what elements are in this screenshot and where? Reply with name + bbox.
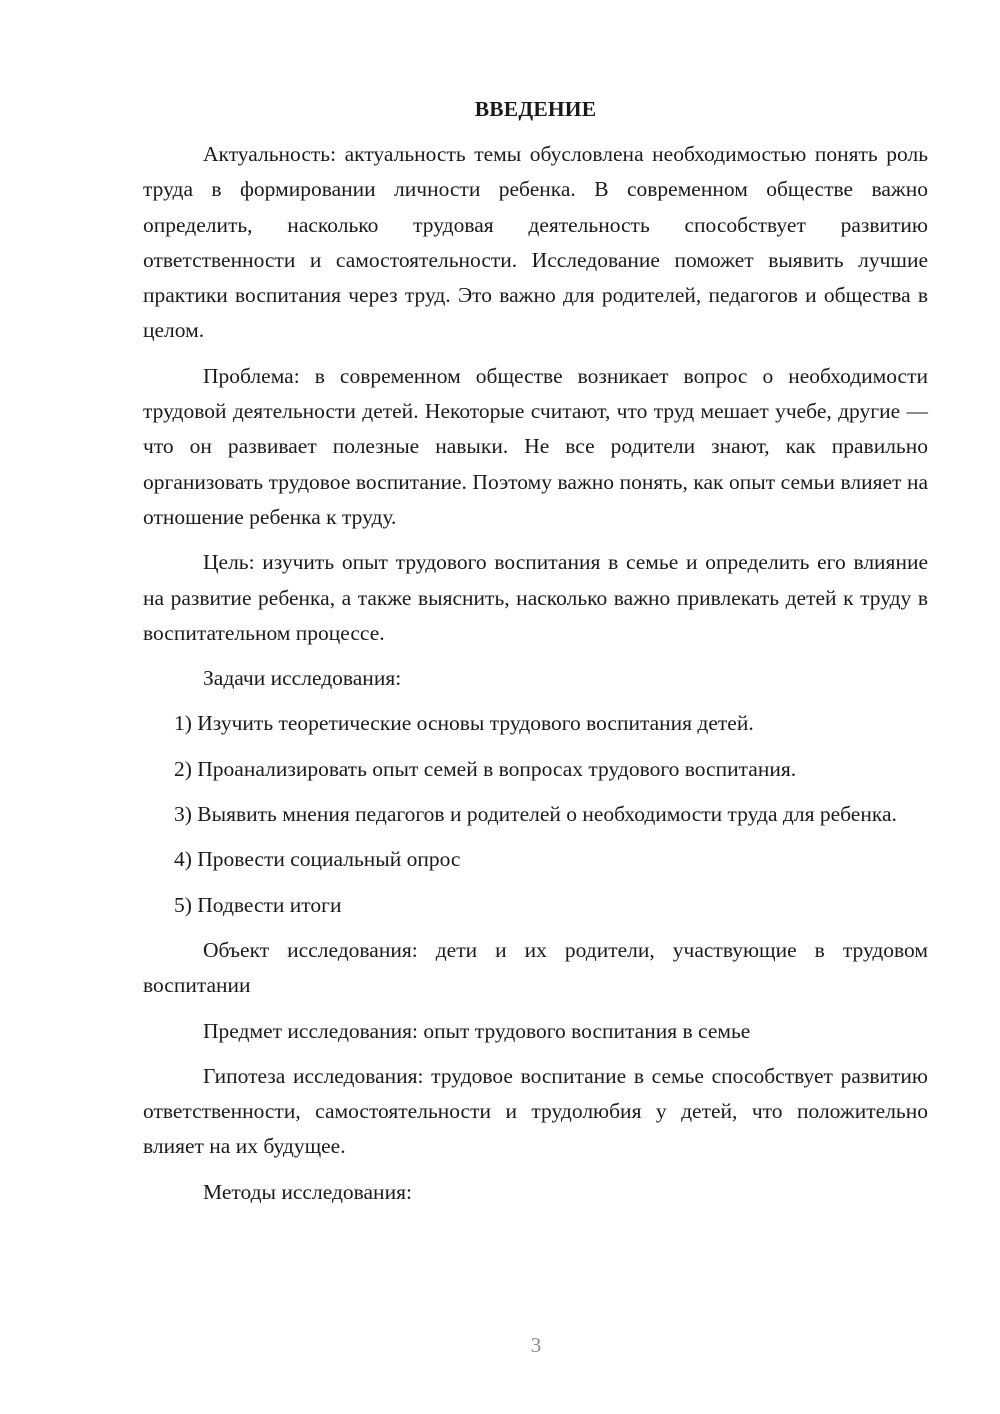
page-number: 3 [530, 1333, 542, 1357]
paragraph-subject: Предмет исследования: опыт трудового воспитания в семье [203, 1018, 751, 1043]
paragraph-goal: Цель: изучить опыт трудового воспитания в семье и определить его влияние на развитие ребенка, а также выяснить, насколько важно привлекать детей к труду в воспитательном процессе. [143, 550, 928, 645]
task-item-5: 5) Подвести итоги [174, 892, 342, 917]
task-item-2: 2) Проанализировать опыт семей в вопросах трудового воспитания. [174, 756, 797, 781]
task-item-4: 4) Провести социальный опрос [174, 847, 461, 872]
task-item-1: 1) Изучить теоретические основы трудового воспитания детей. [174, 711, 754, 736]
paragraph-object: Объект исследования: дети и их родители, участвующие в трудовом воспитании [143, 937, 928, 998]
paragraph-relevance: Актуальность: актуальность темы обусловлена необходимостью понять роль труда в формировании личности ребенка. В современном обществе важно определить, насколько трудовая деятельность способствует развитию ответственности и самостоятельности. Исследование поможет выявить лучшие практики воспитания через труд. Это важно для родителей, педагогов и общества в целом. [143, 142, 928, 343]
task-item-3: 3) Выявить мнения педагогов и родителей о необходимости труда для ребенка. [174, 802, 897, 827]
section-title: ВВЕДЕНИЕ [474, 97, 597, 121]
paragraph-hypothesis: Гипотеза исследования: трудовое воспитание в семье способствует развитию ответственности, самостоятельности и трудолюбия у детей, что положительно влияет на их будущее. [143, 1063, 928, 1159]
paragraph-methods: Методы исследования: [203, 1179, 412, 1204]
tasks-heading: Задачи исследования: [203, 666, 402, 691]
paragraph-problem: Проблема: в современном обществе возникает вопрос о необходимости трудовой деятельности детей. Некоторые считают, что труд мешает учебе, другие — что он развивает полезные навыки. Не все родители знают, как правильно организовать трудовое воспитание. Поэтому важно понять, как опыт семьи влияет на отношение ребенка к труду. [143, 363, 928, 529]
document-page [143, 92, 928, 1220]
